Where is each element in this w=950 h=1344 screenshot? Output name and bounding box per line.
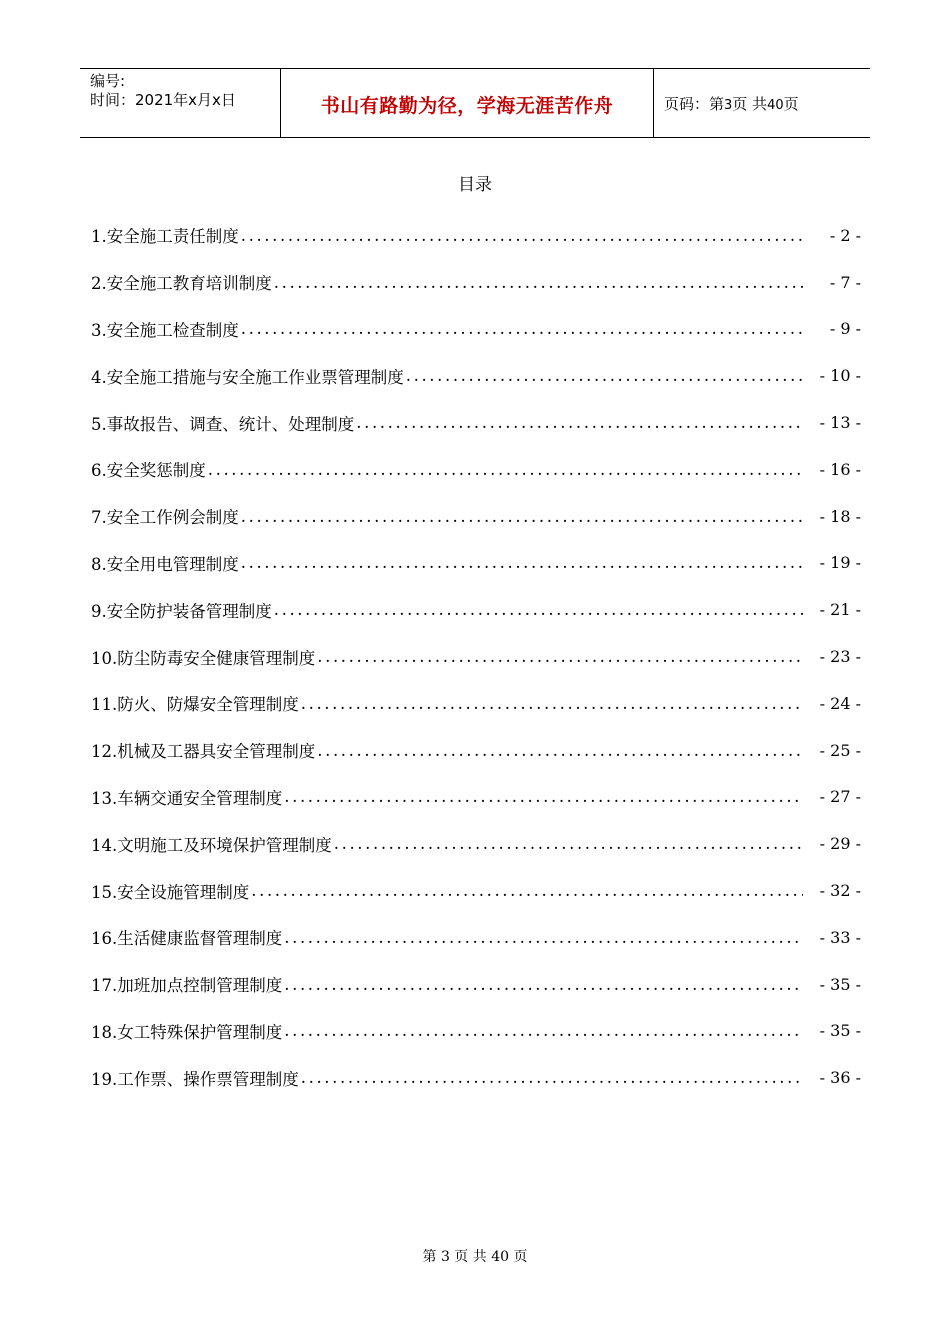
header-motto: 书山有路勤为径，学海无涯苦作舟	[320, 95, 614, 117]
page-total: 40	[767, 98, 784, 113]
toc-entry-page: - 23 -	[819, 647, 861, 667]
toc-dot-leader	[284, 787, 803, 806]
table-of-contents	[91, 212, 861, 1101]
toc-entry[interactable]	[91, 493, 861, 540]
page-current: 3	[724, 98, 733, 113]
toc-entry-page: - 27 -	[819, 787, 861, 807]
toc-entry-label: 5.事故报告、调查、统计、处理制度	[91, 414, 355, 434]
toc-entry-page: - 33 -	[819, 927, 861, 947]
toc-dot-leader	[317, 741, 803, 760]
toc-entry[interactable]	[91, 680, 861, 727]
toc-entry-page: - 19 -	[819, 553, 861, 573]
header-meta-cell	[80, 69, 281, 137]
toc-dot-leader	[241, 553, 803, 572]
toc-dot-leader	[284, 1021, 803, 1040]
toc-dot-leader	[274, 600, 803, 619]
toc-entry[interactable]	[91, 820, 861, 867]
toc-entry-label: 13.车辆交通安全管理制度	[91, 788, 283, 808]
toc-dot-leader	[241, 226, 803, 245]
toc-entry-page: - 13 -	[819, 413, 861, 433]
toc-entry[interactable]	[91, 1054, 861, 1101]
header-page-cell	[654, 69, 870, 137]
toc-dot-leader	[356, 413, 803, 432]
page-footer: 第 3 页 共 40 页	[422, 1249, 528, 1265]
toc-entry[interactable]	[91, 540, 861, 587]
toc-entry-label: 10.防尘防毒安全健康管理制度	[91, 648, 316, 668]
toc-entry-label: 19.工作票、操作票管理制度	[91, 1069, 299, 1089]
toc-entry-label: 12.机械及工器具安全管理制度	[91, 742, 316, 762]
toc-entry-label: 4.安全施工措施与安全施工作业票管理制度	[91, 367, 404, 387]
toc-entry-page: - 35 -	[819, 1021, 861, 1041]
page-header	[80, 68, 870, 138]
toc-entry-page: - 35 -	[819, 974, 861, 994]
toc-dot-leader	[251, 881, 803, 900]
header-motto-cell	[281, 69, 654, 137]
toc-entry-label: 8.安全用电管理制度	[91, 554, 239, 574]
toc-entry-page: - 29 -	[819, 834, 861, 854]
toc-entry-page: - 2 -	[829, 225, 861, 245]
toc-dot-leader	[301, 1068, 803, 1087]
toc-dot-leader	[301, 694, 803, 713]
toc-entry-label: 17.加班加点控制管理制度	[91, 976, 283, 996]
toc-dot-leader	[241, 319, 803, 338]
document-number-label: 编号:	[90, 72, 126, 90]
toc-entry[interactable]	[91, 306, 861, 353]
toc-entry[interactable]	[91, 914, 861, 961]
toc-entry[interactable]	[91, 1008, 861, 1055]
toc-title: 目录	[458, 175, 492, 195]
toc-entry-label: 14.文明施工及环境保护管理制度	[91, 835, 332, 855]
toc-entry-page: - 18 -	[819, 506, 861, 526]
toc-entry-label: 2.安全施工教育培训制度	[91, 274, 272, 294]
toc-dot-leader	[317, 647, 803, 666]
toc-entry-label: 7.安全工作例会制度	[91, 508, 239, 528]
toc-entry[interactable]	[91, 586, 861, 633]
toc-entry[interactable]	[91, 399, 861, 446]
toc-dot-leader	[274, 273, 803, 292]
toc-entry[interactable]	[91, 727, 861, 774]
toc-entry-page: - 36 -	[819, 1068, 861, 1088]
toc-entry[interactable]	[91, 633, 861, 680]
toc-dot-leader	[284, 975, 803, 994]
toc-entry-label: 15.安全设施管理制度	[91, 882, 250, 902]
toc-entry-page: - 7 -	[829, 272, 861, 292]
toc-entry-label: 3.安全施工检查制度	[91, 320, 239, 340]
toc-entry-page: - 25 -	[819, 740, 861, 760]
toc-entry-label: 16.生活健康监督管理制度	[91, 929, 283, 949]
toc-entry-page: - 24 -	[819, 693, 861, 713]
header-page-info	[664, 93, 799, 114]
toc-entry[interactable]	[91, 961, 861, 1008]
toc-entry[interactable]	[91, 212, 861, 259]
toc-entry-label: 11.防火、防爆安全管理制度	[91, 695, 299, 715]
document-date-label: 时间：2021年x月x日	[90, 91, 236, 109]
page-mid: 页 共	[732, 95, 768, 113]
toc-dot-leader	[406, 366, 803, 385]
toc-entry[interactable]	[91, 259, 861, 306]
toc-entry-page: - 10 -	[819, 366, 861, 386]
toc-entry[interactable]	[91, 352, 861, 399]
toc-entry-label: 18.女工特殊保护管理制度	[91, 1022, 283, 1042]
toc-entry[interactable]	[91, 867, 861, 914]
toc-dot-leader	[241, 507, 803, 526]
toc-dot-leader	[334, 834, 803, 853]
toc-dot-leader	[208, 460, 803, 479]
toc-dot-leader	[284, 928, 803, 947]
toc-entry-page: - 16 -	[819, 459, 861, 479]
toc-entry-page: - 32 -	[819, 881, 861, 901]
page-prefix: 页码：第	[664, 95, 725, 113]
toc-entry-label: 1.安全施工责任制度	[91, 227, 239, 247]
toc-entry-page: - 9 -	[829, 319, 861, 339]
toc-entry-label: 9.安全防护装备管理制度	[91, 601, 272, 621]
toc-entry[interactable]	[91, 446, 861, 493]
toc-entry-label: 6.安全奖惩制度	[91, 461, 206, 481]
page-suffix: 页	[783, 95, 799, 113]
toc-entry-page: - 21 -	[819, 600, 861, 620]
toc-entry[interactable]	[91, 774, 861, 821]
